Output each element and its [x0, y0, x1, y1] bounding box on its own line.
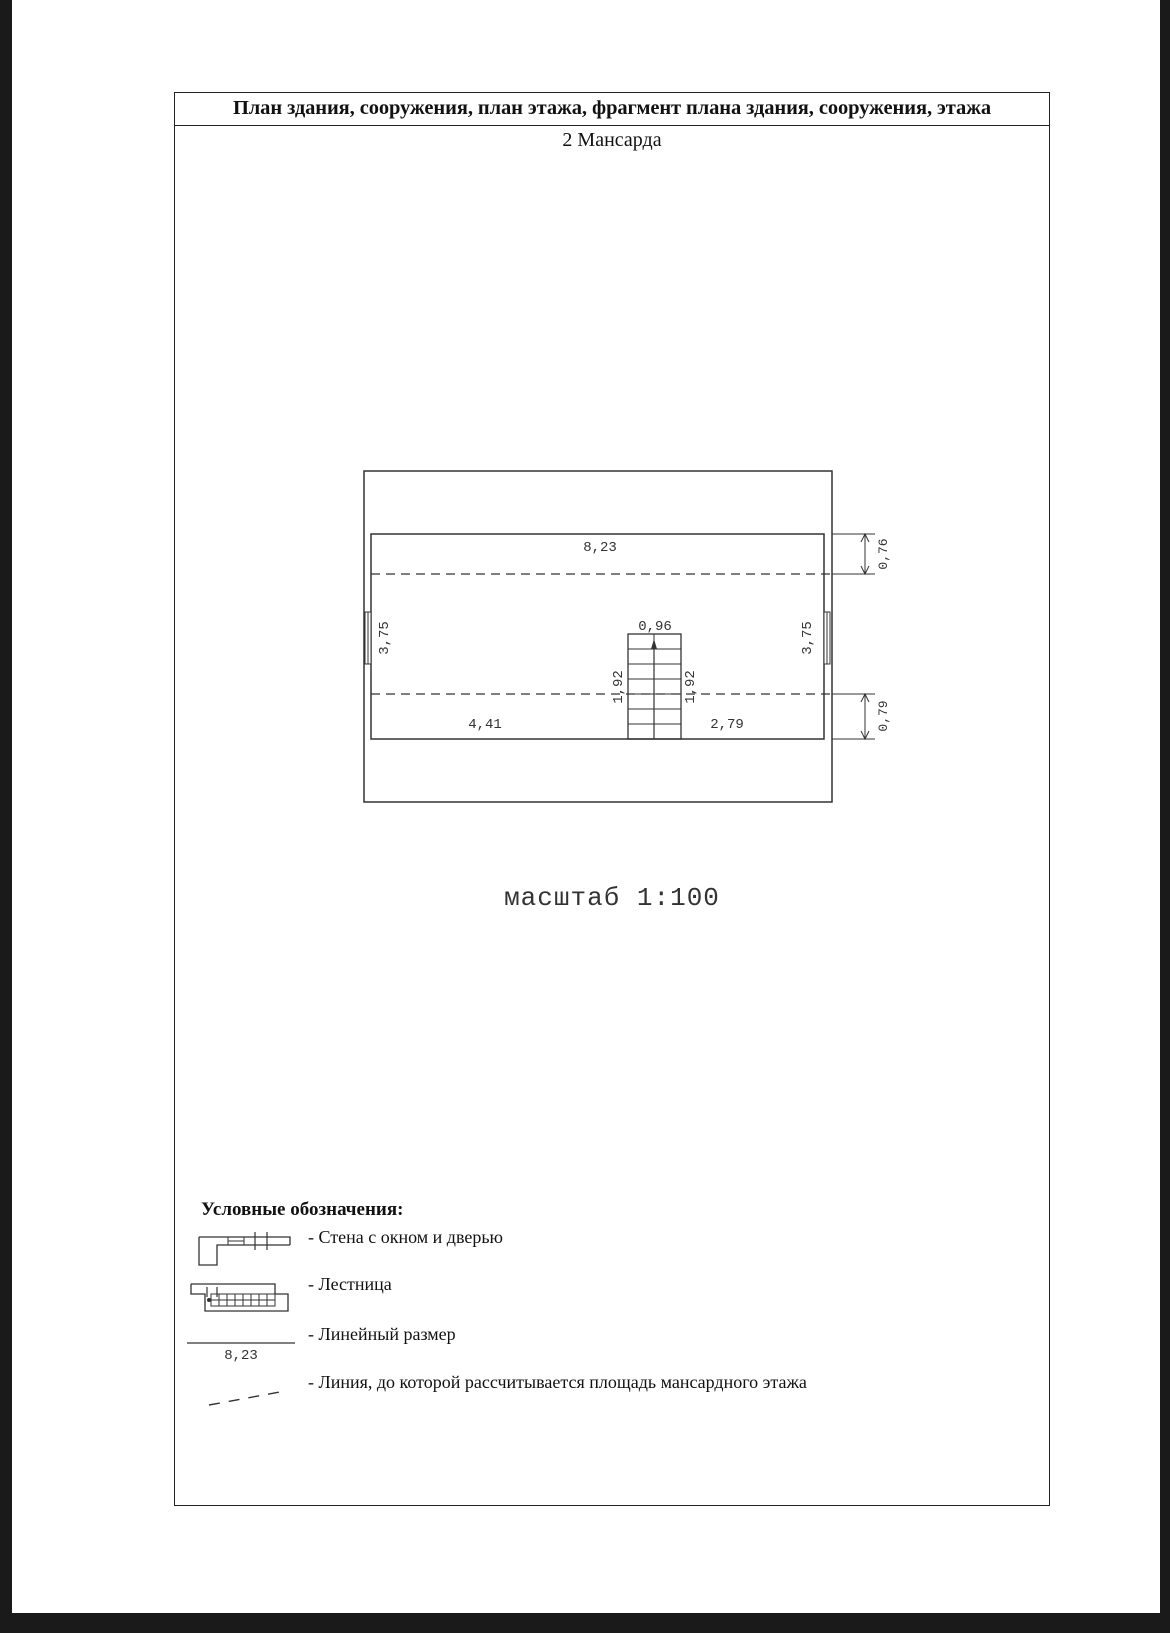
- inner-room: [371, 534, 824, 739]
- dimension-label-bottom-offset: 0,79: [876, 700, 891, 732]
- drawing-frame: [174, 92, 1050, 1506]
- legend-item-dashed-line: - Линия, до которой рассчитывается площадь мансардного этажа: [308, 1372, 807, 1392]
- legend-item-stairs: - Лестница: [308, 1274, 392, 1294]
- page-title: План здания, сооружения, план этажа, фрагмент плана здания, сооружения, этажа: [175, 93, 1049, 126]
- dimension-label-left: 3,75: [377, 621, 393, 655]
- dimension-label-bottom-right: 2,79: [710, 717, 744, 733]
- dimension-label-top: 8,23: [583, 540, 617, 556]
- legend-sample-dimension: 8,23: [224, 1348, 258, 1364]
- linear-dimension-icon: [187, 1343, 295, 1364]
- floor-plan: [175, 93, 1051, 1507]
- scale-label: масштаб 1:100: [504, 883, 720, 913]
- dimension-label-bottom-left: 4,41: [468, 717, 502, 733]
- stairs-icon: [191, 1284, 288, 1311]
- outer-contour: [364, 471, 832, 802]
- floor-subtitle: 2 Мансарда: [562, 129, 662, 151]
- arrow-up-icon: [651, 639, 657, 649]
- dimension-label-stair-left: 1,92: [611, 670, 627, 704]
- dimension-label-stair-width: 0,96: [638, 619, 672, 635]
- legend-item-wall: - Стена с окном и дверью: [308, 1227, 503, 1247]
- legend-item-dimension: - Линейный размер: [308, 1324, 456, 1344]
- dashed-line-icon: [209, 1391, 285, 1405]
- dimension-label-stair-right: 1,92: [683, 670, 699, 704]
- document-page: [12, 0, 1160, 1613]
- dimension-label-top-offset: 0,76: [876, 538, 891, 570]
- legend-title: Условные обозначения:: [201, 1199, 404, 1220]
- dimension-label-right: 3,75: [800, 621, 816, 655]
- wall-window-door-icon: [199, 1232, 290, 1265]
